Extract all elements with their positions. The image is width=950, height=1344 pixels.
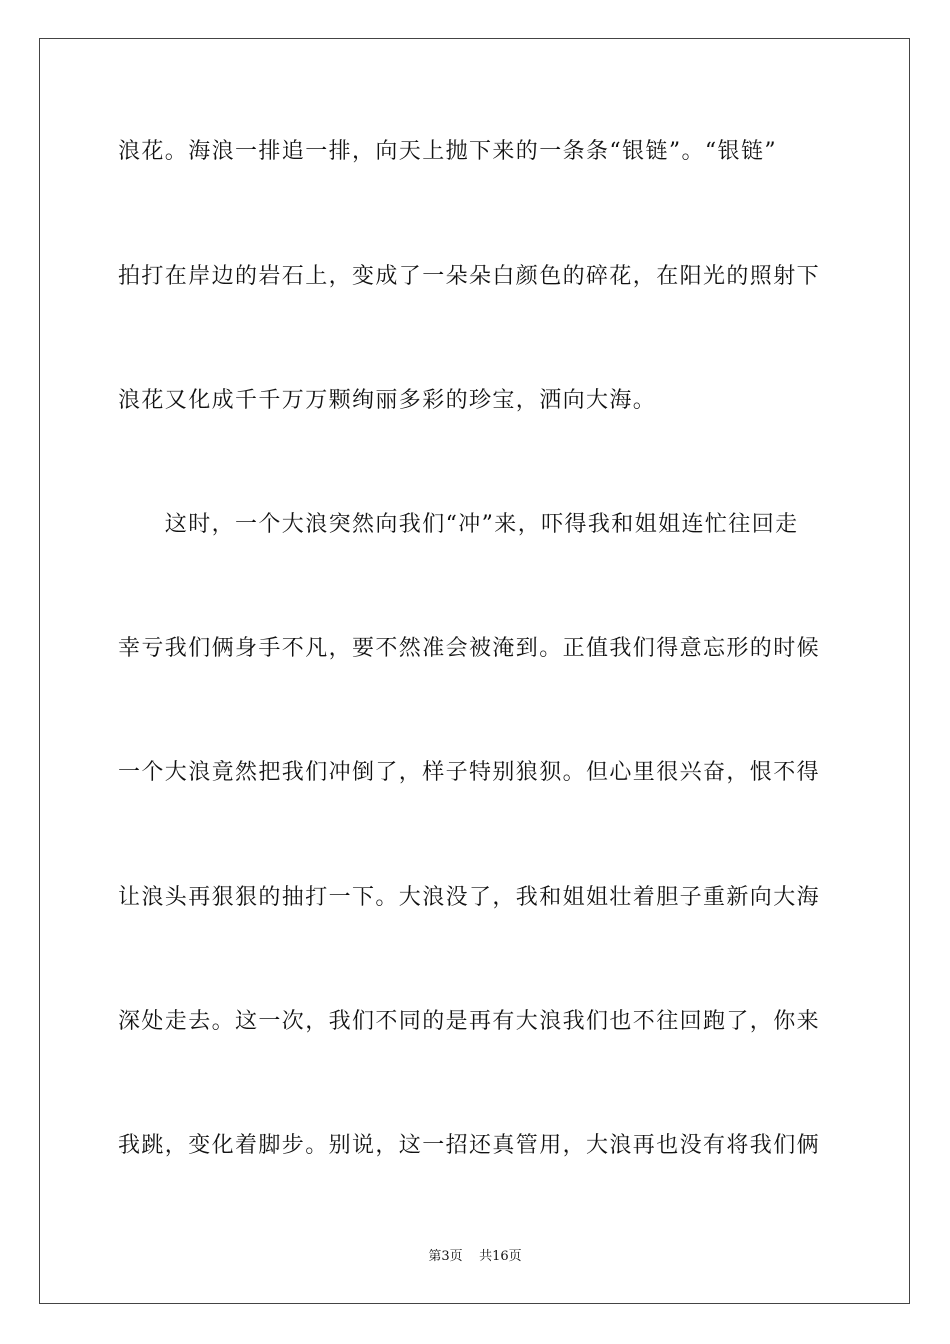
text-line-7: 让浪头再狠狠的抽打一下。大浪没了，我和姐姐壮着胆子重新向大海 — [118, 885, 821, 910]
text-line-8: 深处走去。这一次，我们不同的是再有大浪我们也不往回跑了，你来 — [118, 1009, 821, 1034]
page-border — [39, 38, 910, 1304]
text-line-9: 我跳，变化着脚步。别说，这一招还真管用，大浪再也没有将我们俩 — [118, 1133, 821, 1158]
page-number: 第3页 — [428, 1249, 463, 1264]
text-line-6: 一个大浪竟然把我们冲倒了，样子特别狼狈。但心里很兴奋，恨不得 — [118, 760, 821, 785]
page-total: 共16页 — [479, 1249, 522, 1264]
text-line-5: 幸亏我们俩身手不凡，要不然准会被淹到。正值我们得意忘形的时候 — [118, 636, 821, 661]
text-line-2: 拍打在岸边的岩石上，变成了一朵朵白颜色的碎花，在阳光的照射下 — [118, 264, 821, 289]
text-line-3: 浪花又化成千千万万颗绚丽多彩的珍宝，洒向大海。 — [118, 388, 657, 413]
text-line-1: 浪花。海浪一排追一排，向天上抛下来的一条条“银链”。“银链” — [118, 139, 777, 164]
page-footer — [0, 1248, 950, 1266]
text-line-4: 这时，一个大浪突然向我们“冲”来，吓得我和姐姐连忙往回走 — [118, 512, 799, 537]
